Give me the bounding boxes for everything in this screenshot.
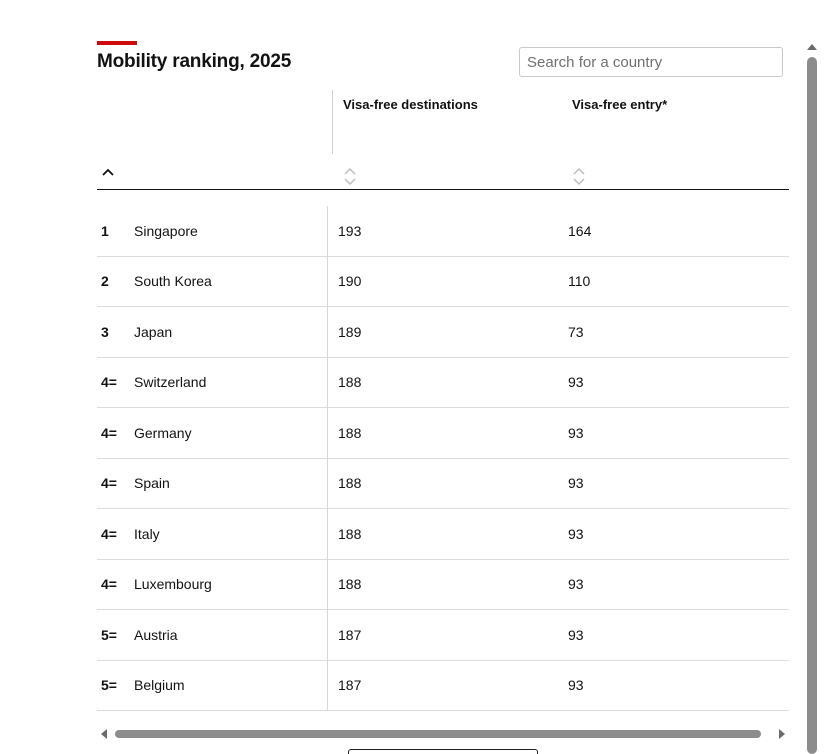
horizontal-scroll-thumb[interactable] <box>115 730 761 738</box>
column-divider <box>327 560 328 611</box>
header-column-divider <box>332 90 333 154</box>
horizontal-scrollbar[interactable] <box>97 727 789 741</box>
column-header-visa-free-destinations[interactable]: Visa-free destinations <box>343 97 478 112</box>
column-divider <box>327 307 328 358</box>
visa-free-destinations-cell: 193 <box>338 222 362 239</box>
sort-both-icon[interactable] <box>343 167 357 186</box>
country-search-input[interactable] <box>519 47 783 77</box>
visa-free-destinations-cell: 188 <box>338 576 362 593</box>
column-divider <box>327 661 328 712</box>
country-cell: Italy <box>134 525 160 542</box>
visa-free-entry-cell: 93 <box>568 374 584 391</box>
table-row <box>97 206 789 257</box>
visa-free-entry-cell: 93 <box>568 677 584 694</box>
table-row <box>97 459 789 510</box>
scroll-up-arrow-icon[interactable] <box>807 44 817 50</box>
column-divider <box>327 358 328 409</box>
table-row <box>97 257 789 308</box>
rank-cell: 2 <box>101 273 109 290</box>
column-header-visa-free-entry[interactable]: Visa-free entry* <box>572 97 668 112</box>
table-row <box>97 560 789 611</box>
chevron-up-icon[interactable] <box>101 166 115 178</box>
sort-both-icon[interactable] <box>572 167 586 186</box>
table-row <box>97 307 789 358</box>
visa-free-entry-cell: 93 <box>568 576 584 593</box>
rank-cell: 4= <box>101 374 117 391</box>
rank-cell: 3 <box>101 323 109 340</box>
rank-cell: 5= <box>101 677 117 694</box>
country-cell: Austria <box>134 626 178 643</box>
visa-free-destinations-cell: 190 <box>338 273 362 290</box>
vertical-scrollbar[interactable] <box>806 42 818 754</box>
rank-cell: 4= <box>101 475 117 492</box>
country-cell: Switzerland <box>134 374 207 391</box>
visa-free-entry-cell: 93 <box>568 424 584 441</box>
visa-free-entry-cell: 93 <box>568 475 584 492</box>
table-row <box>97 358 789 409</box>
title-accent-bar <box>97 41 137 45</box>
visa-free-entry-cell: 164 <box>568 222 592 239</box>
show-more-button[interactable] <box>348 749 538 754</box>
visa-free-destinations-cell: 188 <box>338 475 362 492</box>
visa-free-destinations-cell: 189 <box>338 323 362 340</box>
country-cell: Japan <box>134 323 173 340</box>
visa-free-destinations-cell: 187 <box>338 677 362 694</box>
rank-cell: 4= <box>101 525 117 542</box>
rank-cell: 5= <box>101 626 117 643</box>
country-cell: Luxembourg <box>134 576 212 593</box>
table-row <box>97 408 789 459</box>
visa-free-entry-cell: 110 <box>568 273 591 290</box>
scroll-right-arrow-icon[interactable] <box>779 729 785 739</box>
header-rule <box>97 189 789 190</box>
country-cell: Germany <box>134 424 192 441</box>
visa-free-destinations-cell: 188 <box>338 374 362 391</box>
rank-cell: 1 <box>101 222 109 239</box>
visa-free-destinations-cell: 187 <box>338 626 362 643</box>
table-row <box>97 661 789 712</box>
table-body <box>97 206 789 711</box>
column-divider <box>327 257 328 308</box>
rank-cell: 4= <box>101 576 117 593</box>
column-divider <box>327 610 328 661</box>
scroll-left-arrow-icon[interactable] <box>101 729 107 739</box>
country-cell: Spain <box>134 475 170 492</box>
column-divider <box>327 408 328 459</box>
column-divider <box>327 206 328 257</box>
country-cell: Belgium <box>134 677 185 694</box>
rank-cell: 4= <box>101 424 117 441</box>
table-row <box>97 610 789 661</box>
table-row <box>97 509 789 560</box>
visa-free-entry-cell: 73 <box>568 323 584 340</box>
country-cell: South Korea <box>134 273 212 290</box>
visa-free-entry-cell: 93 <box>568 525 584 542</box>
vertical-scroll-thumb[interactable] <box>807 57 817 754</box>
column-divider <box>327 509 328 560</box>
visa-free-entry-cell: 93 <box>568 626 584 643</box>
table-title: Mobility ranking, 2025 <box>97 51 292 72</box>
column-divider <box>327 459 328 510</box>
visa-free-destinations-cell: 188 <box>338 424 362 441</box>
country-cell: Singapore <box>134 222 198 239</box>
visa-free-destinations-cell: 188 <box>338 525 362 542</box>
